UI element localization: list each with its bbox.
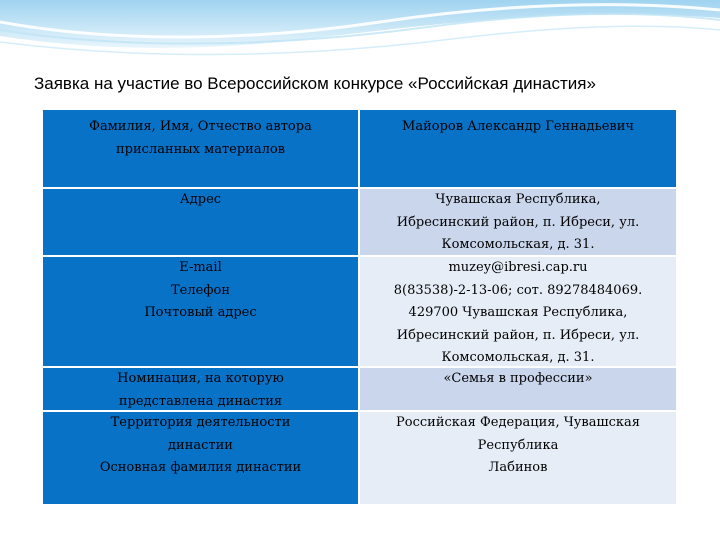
label-line: Фамилия, Имя, Отчество автора <box>89 119 312 134</box>
value-line: muzey@ibresi.cap.ru <box>448 260 588 275</box>
value-line: Ибресинский район, п. Ибреси, ул. <box>396 327 640 343</box>
value-line: Российская Федерация, Чувашская <box>396 415 640 430</box>
table-row-value <box>360 110 676 187</box>
table-row-value <box>360 189 676 255</box>
label-line: Основная фамилия династии <box>99 460 302 475</box>
label-line: присланных материалов <box>116 141 285 157</box>
label-line: Телефон <box>171 282 230 298</box>
application-table <box>43 110 676 504</box>
value-line: Лабинов <box>488 460 548 475</box>
value-line: Комсомольская, д. 31. <box>441 237 595 252</box>
value-line: Ибресинский район, п. Ибреси, ул. <box>396 214 640 230</box>
label-line: E-mail <box>179 260 222 275</box>
label-line: династии <box>168 437 233 453</box>
label-line: Номинация, на которую <box>117 371 284 386</box>
value-line: Комсомольская, д. 31. <box>441 350 595 365</box>
table-row-label <box>43 368 358 410</box>
label-line: Адрес <box>179 192 222 207</box>
value-line: «Семья в профессии» <box>443 371 593 386</box>
value-line: Чувашская Республика, <box>435 192 601 207</box>
value-line: 429700 Чувашская Республика, <box>408 305 628 320</box>
value-line: Майоров Александр Геннадьевич <box>402 119 634 134</box>
page-title: Заявка на участие во Всероссийском конкурсе «Российская династия» <box>34 74 596 93</box>
label-line: представлена династия <box>118 393 283 409</box>
label-line: Почтовый адрес <box>144 305 257 320</box>
table-row-value <box>360 412 676 504</box>
table-row-label <box>43 110 358 187</box>
table-row-label <box>43 189 358 255</box>
table-row-label <box>43 412 358 504</box>
label-line: Территория деятельности <box>110 415 291 430</box>
decorative-wave-header <box>0 0 720 80</box>
value-line: Республика <box>477 437 559 453</box>
value-line: 8(83538)-2-13-06; сот. 89278484069. <box>393 282 643 298</box>
table-row-value <box>360 257 676 366</box>
table-row-label <box>43 257 358 366</box>
table-row-value <box>360 368 676 410</box>
